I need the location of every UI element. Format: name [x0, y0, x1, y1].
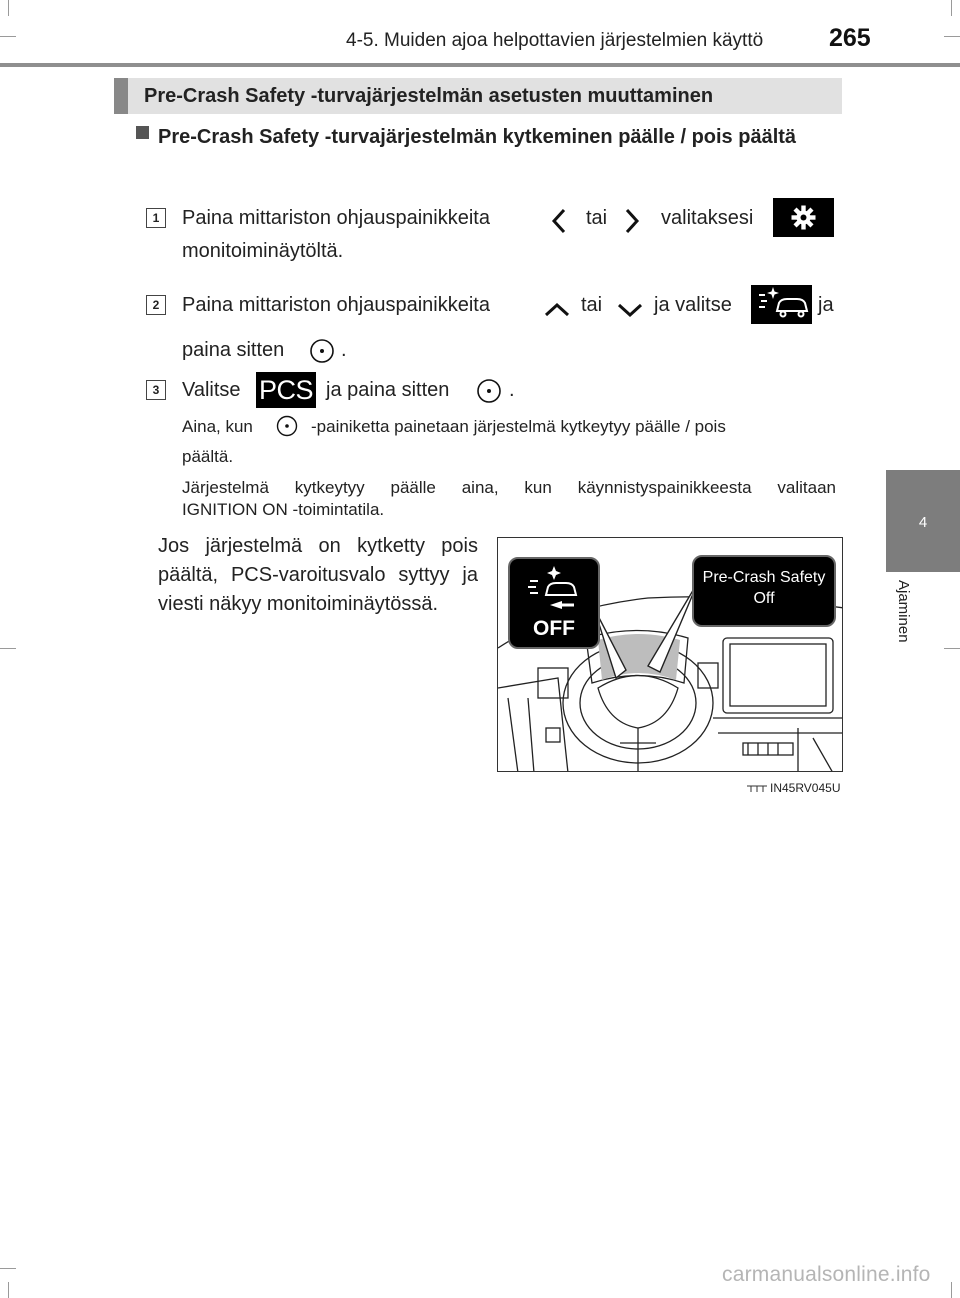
page-number: 265 — [829, 24, 871, 52]
crop-mark — [0, 648, 16, 649]
chapter-tab — [886, 470, 960, 572]
chevron-left-icon — [551, 208, 567, 234]
step3-text-b: ja paina sitten — [326, 379, 450, 401]
step-number-3: 3 — [146, 380, 166, 400]
multi-info-display — [692, 555, 836, 627]
step1-text-a: Paina mittariston ohjauspainikkeita — [182, 207, 490, 229]
ok-button-icon — [476, 378, 502, 404]
pcs-icon-label: PCS — [258, 375, 314, 405]
subsection-title: Pre-Crash Safety -turvajärjestelmän kytkeminen päälle / pois päältä — [158, 126, 797, 148]
step3-text-a: Valitse — [182, 379, 241, 401]
chevron-down-icon — [617, 302, 643, 318]
display-line2: Off — [753, 590, 775, 607]
chapter-name-vertical — [896, 580, 912, 670]
subsection-heading — [136, 122, 836, 153]
ok-button-icon — [276, 415, 298, 437]
crop-mark — [951, 1282, 952, 1298]
step2-text-e: paina sitten — [182, 339, 285, 361]
chevron-right-icon — [624, 208, 640, 234]
step3-text-c: . — [509, 379, 515, 401]
crop-mark — [0, 36, 16, 37]
body-paragraph: Jos järjestelmä on kytketty pois päältä, PCS-varoitusvalo syttyy ja viesti näkyy monitoiminäytössä. — [158, 535, 478, 615]
crop-mark — [8, 1282, 9, 1298]
crop-mark — [8, 0, 9, 16]
step2-text-b: tai — [581, 294, 603, 316]
note1-text-c: päältä. — [182, 447, 234, 466]
crop-mark — [0, 1268, 16, 1269]
crop-mark — [944, 648, 960, 649]
step1-text-d: monitoiminäytöltä. — [182, 240, 344, 262]
step1-text-c: valitaksesi — [661, 207, 754, 229]
chevron-up-icon — [544, 302, 570, 318]
chapter-name: Ajaminen — [895, 580, 912, 643]
chapter-number: 4 — [918, 514, 928, 531]
step2-text-a: Paina mittariston ohjauspainikkeita — [182, 294, 490, 316]
chapter-title: 4-5. Muiden ajoa helpottavien järjestelmien käyttö — [346, 30, 764, 51]
crop-mark — [944, 36, 960, 37]
pre-collision-car-icon — [510, 559, 598, 619]
step2-text-d: ja — [818, 294, 834, 316]
crop-mark — [951, 0, 952, 16]
pcs-warning-indicator — [508, 557, 600, 649]
note2-line2: IGNITION ON -toimintatila. — [182, 500, 385, 519]
ok-button-icon — [309, 338, 335, 364]
watermark: carmanualsonline.info — [722, 1263, 931, 1286]
pre-collision-car-icon — [751, 285, 812, 324]
step1-text-b: tai — [586, 207, 608, 229]
note2-line1: Järjestelmä kytkeytyy päälle aina, kun käynnistyspainikkeesta valitaan — [182, 478, 836, 497]
note1-text-a: Aina, kun — [182, 417, 253, 436]
display-line1: Pre-Crash Safety — [702, 569, 826, 586]
square-bullet-icon — [136, 126, 149, 139]
code-marker-icon — [747, 785, 767, 793]
settings-gear-icon — [773, 198, 834, 237]
dashboard-illustration — [497, 537, 843, 772]
step-number-2: 2 — [146, 295, 166, 315]
section-title: Pre-Crash Safety -turvajärjestelmän asetusten muuttaminen — [114, 78, 842, 114]
pcs-icon — [256, 372, 316, 408]
note1-text-b: -painiketta painetaan järjestelmä kytkeytyy päälle / pois — [311, 417, 726, 436]
illustration-code: IN45RV045U — [770, 781, 841, 795]
step-number-1: 1 — [146, 208, 166, 228]
step2-text-f: . — [341, 339, 347, 361]
step2-text-c: ja valitse — [654, 294, 732, 316]
indicator-off-label: OFF — [533, 617, 575, 640]
header-rule — [0, 63, 960, 67]
